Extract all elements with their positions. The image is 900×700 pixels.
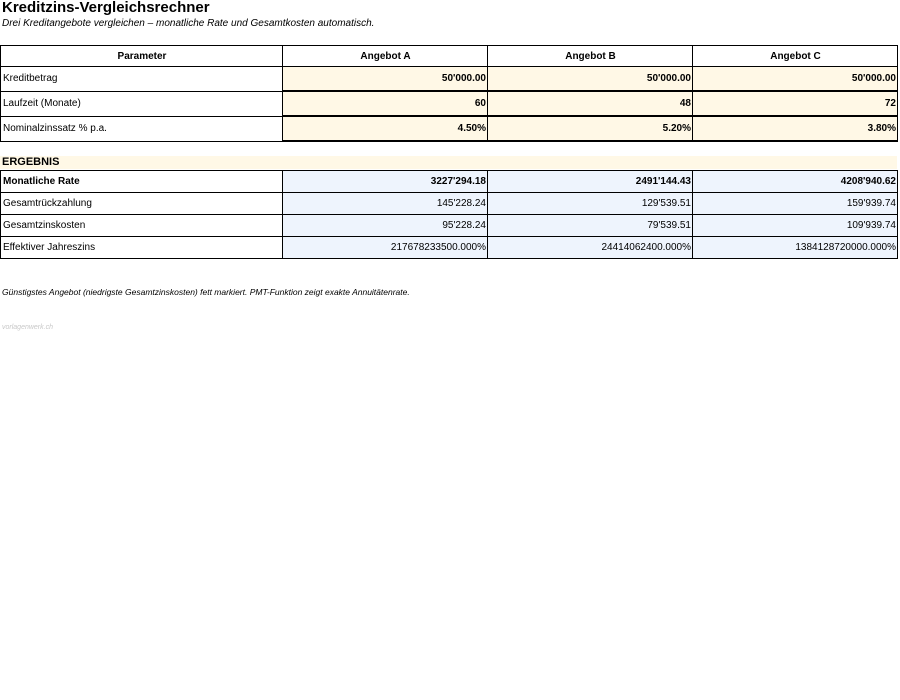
input-cell-c[interactable]: 50'000.00 xyxy=(693,67,898,92)
input-cell-c[interactable]: 72 xyxy=(693,91,898,116)
result-cell-a[interactable]: 217678233500.000% xyxy=(283,237,488,259)
result-cell-c[interactable]: 1384128720000.000% xyxy=(693,237,898,259)
watermark: vorlagenwerk.ch xyxy=(2,324,53,331)
result-cell-a[interactable]: 3227'294.18 xyxy=(283,171,488,193)
input-row-laufzeit xyxy=(1,91,898,116)
input-cell-a[interactable]: 4.50% xyxy=(283,116,488,141)
input-cell-a[interactable]: 50'000.00 xyxy=(283,67,488,92)
header-angebot-c[interactable]: Angebot C xyxy=(693,46,898,67)
result-row-gesamtrueckzahlung xyxy=(1,193,898,215)
label-cell[interactable]: Nominalzinssatz % p.a. xyxy=(1,116,283,141)
input-header-row xyxy=(1,46,898,67)
page-title: Kreditzins-Vergleichsrechner xyxy=(2,0,210,16)
input-cell-b[interactable]: 5.20% xyxy=(488,116,693,141)
result-cell-b[interactable]: 2491'144.43 xyxy=(488,171,693,193)
input-cell-b[interactable]: 48 xyxy=(488,91,693,116)
input-row-zinssatz xyxy=(1,116,898,141)
input-cell-c[interactable]: 3.80% xyxy=(693,116,898,141)
result-cell-b[interactable]: 79'539.51 xyxy=(488,215,693,237)
header-parameter[interactable]: Parameter xyxy=(1,46,283,67)
result-cell-c[interactable]: 4208'940.62 xyxy=(693,171,898,193)
page-subtitle: Drei Kreditangebote vergleichen – monatliche Rate und Gesamtkosten automatisch. xyxy=(2,18,375,29)
label-cell[interactable]: Laufzeit (Monate) xyxy=(1,91,283,116)
label-cell[interactable]: Gesamtzinskosten xyxy=(1,215,283,237)
result-cell-b[interactable]: 129'539.51 xyxy=(488,193,693,215)
input-cell-b[interactable]: 50'000.00 xyxy=(488,67,693,92)
header-angebot-b[interactable]: Angebot B xyxy=(488,46,693,67)
result-section-heading[interactable]: ERGEBNIS xyxy=(0,156,897,169)
result-row-gesamtzinskosten xyxy=(1,215,898,237)
input-table xyxy=(0,45,898,142)
result-table xyxy=(0,170,898,259)
label-cell[interactable]: Kreditbetrag xyxy=(1,67,283,92)
result-cell-a[interactable]: 95'228.24 xyxy=(283,215,488,237)
header-angebot-a[interactable]: Angebot A xyxy=(283,46,488,67)
label-cell[interactable]: Monatliche Rate xyxy=(1,171,283,193)
result-row-effektiver-jahreszins xyxy=(1,237,898,259)
footnote[interactable]: Günstigstes Angebot (niedrigste Gesamtzinskosten) fett markiert. PMT-Funktion zeigt exakte Annuitätenrate. xyxy=(2,287,410,297)
result-cell-c[interactable]: 159'939.74 xyxy=(693,193,898,215)
result-cell-a[interactable]: 145'228.24 xyxy=(283,193,488,215)
input-cell-a[interactable]: 60 xyxy=(283,91,488,116)
input-row-kreditbetrag xyxy=(1,67,898,92)
label-cell[interactable]: Effektiver Jahreszins xyxy=(1,237,283,259)
result-row-monatliche-rate xyxy=(1,171,898,193)
result-cell-b[interactable]: 24414062400.000% xyxy=(488,237,693,259)
result-cell-c[interactable]: 109'939.74 xyxy=(693,215,898,237)
label-cell[interactable]: Gesamtrückzahlung xyxy=(1,193,283,215)
